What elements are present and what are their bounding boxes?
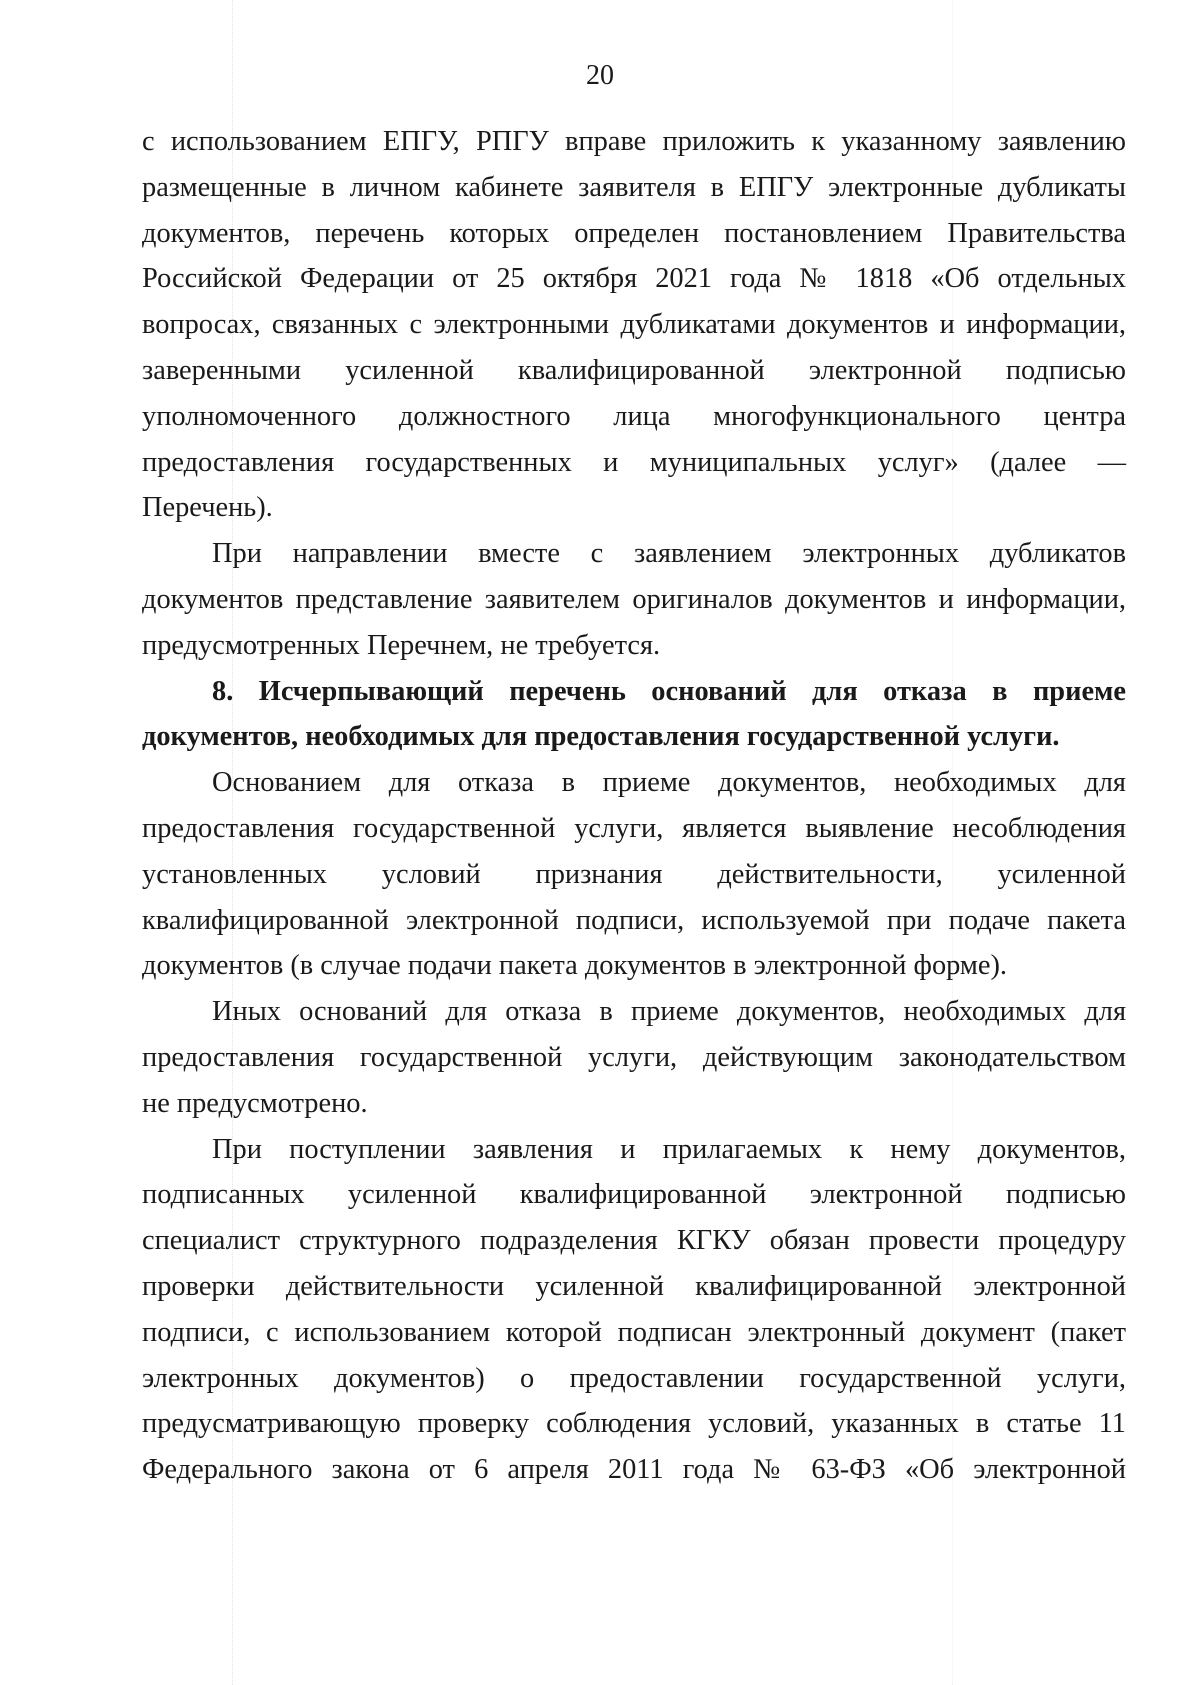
text-line: Иных оснований для отказа в приеме документов, необходимых для (212, 996, 1126, 1028)
text-line: документов (в случае подачи пакета документов в электронной форме). (142, 950, 1008, 982)
text-line: не предусмотрено. (142, 1087, 368, 1119)
text-line: предусмотренных Перечнем, не требуется. (142, 629, 661, 661)
text-line: квалифицированной электронной подписи, используемой при подаче пакета (142, 904, 1126, 936)
text-line: с использованием ЕПГУ, РПГУ вправе приложить к указанному заявлению (142, 126, 1126, 157)
text-line: уполномоченного должностного лица многофункционального центра (142, 400, 1126, 432)
paragraph (142, 531, 1126, 668)
text-line: При поступлении заявления и прилагаемых к нему документов, (212, 1133, 1126, 1165)
text-line: подписанных усиленной квалифицированной электронной подписью (142, 1179, 1126, 1211)
text-line: проверки действительности усиленной квалифицированной электронной (142, 1270, 1126, 1302)
paragraph (142, 119, 1126, 531)
text-line: Федерального закона от 6 апреля 2011 года № 63-ФЗ «Об электронной (142, 1454, 1126, 1486)
text-line: размещенные в личном кабинете заявителя в ЕПГУ электронные дубликаты (142, 171, 1126, 203)
heading-line: документов, необходимых для предоставления государственной услуги. (142, 721, 1060, 753)
text-line: Перечень). (142, 492, 273, 524)
text-line: установленных условий признания действительности, усиленной (142, 858, 1126, 890)
text-line: Основанием для отказа в приеме документов, необходимых для (212, 767, 1126, 799)
text-line: подписи, с использованием которой подписан электронный документ (пакет (142, 1316, 1126, 1348)
paragraph (142, 989, 1126, 1126)
text-line: предоставления государственной услуги, является выявление несоблюдения (142, 812, 1126, 844)
text-line: специалист структурного подразделения КГКУ обязан провести процедуру (142, 1225, 1126, 1257)
text-line: предоставления государственных и муниципальных услуг» (далее — (142, 446, 1126, 478)
heading-line: 8. Исчерпывающий перечень оснований для отказа в приеме (212, 675, 1126, 707)
text-line: вопросах, связанных с электронными дубликатами документов и информации, (142, 309, 1126, 341)
page-number: 20 (586, 60, 614, 91)
text-line: предоставления государственной услуги, действующим законодательством (142, 1041, 1126, 1073)
text-line: электронных документов) о предоставлении государственной услуги, (142, 1362, 1126, 1394)
text-line: заверенными усиленной квалифицированной электронной подписью (142, 354, 1126, 386)
text-line: документов представление заявителем оригиналов документов и информации, (142, 583, 1126, 615)
text-line: документов, перечень которых определен постановлением Правительства (142, 217, 1126, 249)
paragraph (142, 760, 1126, 989)
text-line: При направлении вместе с заявлением электронных дубликатов (212, 538, 1126, 570)
text-line: предусматривающую проверку соблюдения условий, указанных в статье 11 (142, 1408, 1126, 1440)
document-body (142, 119, 1126, 1493)
paragraph (142, 1127, 1126, 1493)
text-line: Российской Федерации от 25 октября 2021 года № 1818 «Об отдельных (142, 263, 1126, 295)
section-heading (142, 669, 1126, 761)
